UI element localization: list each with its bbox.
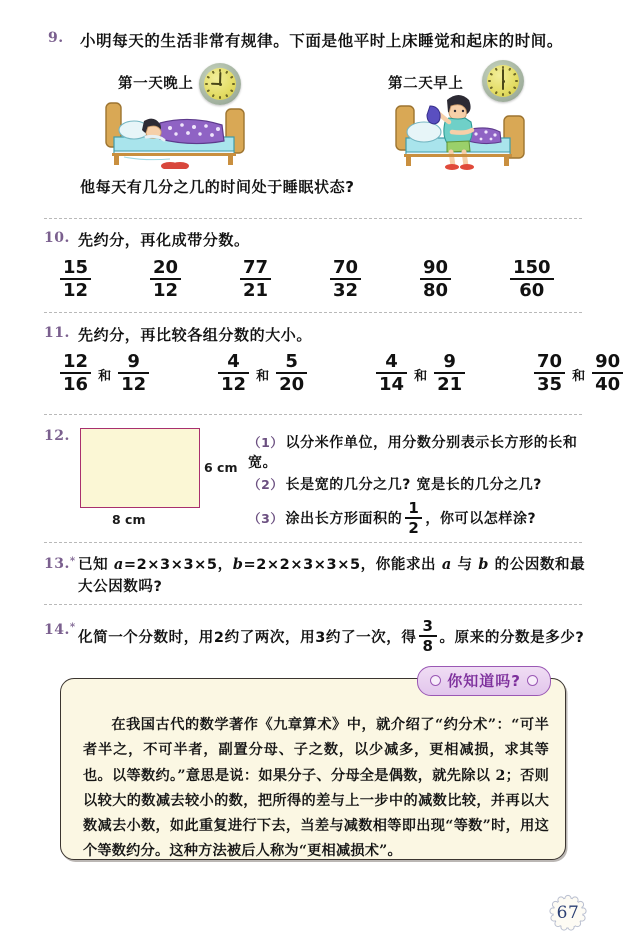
denominator: 32	[333, 280, 359, 302]
fraction-left	[376, 352, 407, 395]
conjunction-he: 和	[98, 368, 112, 384]
numerator: 9	[443, 351, 456, 372]
numerator: 12	[63, 351, 89, 372]
divider	[44, 604, 582, 605]
divider	[44, 414, 582, 415]
numerator: 5	[285, 351, 298, 372]
problem-11-prompt: 先约分，再比较各组分数的大小。	[78, 326, 313, 344]
denominator: 16	[63, 374, 89, 396]
denominator: 8	[422, 637, 434, 656]
fraction-pair	[376, 352, 534, 395]
denominator: 60	[519, 280, 545, 302]
numerator: 1	[408, 499, 420, 517]
subitem-text-before: 涂出长方形面积的	[285, 511, 403, 528]
p13-seg-2: =2×3×3×5，	[123, 557, 233, 573]
fraction	[60, 258, 91, 301]
page-number-badge	[546, 893, 590, 933]
var-a-2: a	[441, 556, 452, 573]
denominator: 80	[423, 280, 449, 302]
fraction-right	[434, 352, 465, 395]
fraction-pair	[60, 352, 218, 395]
fraction-item	[420, 258, 510, 301]
numerator: 77	[243, 257, 269, 278]
circle-icon-left	[430, 675, 441, 686]
problem-11-pair-list	[60, 352, 626, 395]
p13-seg-4: =2×2×3×3×5，你能求出	[243, 557, 442, 573]
star-marker: *	[69, 622, 76, 633]
problem-12-subitem-1	[248, 434, 598, 474]
var-b: b	[232, 556, 244, 573]
fraction	[510, 258, 554, 301]
fraction-item	[60, 258, 150, 301]
clock-face	[204, 68, 236, 100]
p13-seg-8: 的公因数和最大公因数吗?	[78, 557, 586, 596]
label-first-night: 第一天晚上	[118, 76, 194, 92]
did-you-know-body: 在我国古代的数学著作《九章算术》中，就介绍了“约分术”：“可半者半之，不可半者，副置分母、子之数，以少减多，更相减损，求其等也。以等数约。”意思是说：如果分子、分母全是偶数，就先除以 2；否则以较大的数减去较小的数，把所得的差与上一步中的减数比较，并再以大数减去小数，如此重复进行下去，当差与减数相等即出现“等数”时，用这个等数约分。这种方法被后人称为“更相减损术”。	[83, 717, 549, 860]
clock-center-pin	[219, 83, 222, 86]
denominator: 40	[595, 374, 621, 396]
divider	[44, 542, 582, 543]
p14-text-before: 化简一个分数时，用2约了两次，用3约了一次，得	[78, 629, 417, 646]
conjunction-he: 和	[572, 368, 586, 384]
problem-10-fraction-list	[60, 258, 600, 301]
denominator: 20	[279, 374, 305, 396]
numerator: 20	[153, 257, 179, 278]
clock-center-pin	[502, 80, 505, 83]
fraction-left	[60, 352, 91, 395]
badge-label: 你知道吗?	[447, 672, 521, 690]
problem-13-number	[44, 556, 76, 572]
rectangle-height-label: 6 cm	[204, 460, 238, 475]
fraction	[150, 258, 181, 301]
denominator: 35	[537, 374, 563, 396]
fraction-item	[150, 258, 240, 301]
numerator: 3	[422, 617, 434, 635]
label-second-morning: 第二天早上	[388, 76, 464, 92]
problem-13-text	[78, 554, 598, 599]
var-a: a	[113, 556, 124, 573]
problem-14-number	[44, 622, 76, 638]
rectangle-width-label: 8 cm	[112, 512, 146, 527]
denominator: 14	[379, 374, 405, 396]
fraction	[420, 258, 451, 301]
problem-13-num-text: 13.	[44, 556, 70, 572]
page-number: 67	[556, 903, 580, 923]
problem-9-question: 他每天有几分之几的时间处于睡眠状态?	[80, 178, 355, 196]
numerator: 4	[227, 351, 240, 372]
problem-12-subitem-3	[248, 500, 608, 536]
fraction-pair	[218, 352, 376, 395]
subitem-marker: （1）	[248, 435, 284, 450]
denominator: 2	[408, 519, 420, 538]
subitem-text-after: ，你可以怎样涂?	[425, 511, 537, 528]
fraction-right	[592, 352, 623, 395]
subitem-marker: （3）	[248, 511, 284, 527]
problem-10-prompt: 先约分，再化成带分数。	[78, 231, 250, 249]
divider	[44, 312, 582, 313]
fraction-one-half	[405, 500, 422, 536]
denominator: 12	[121, 374, 147, 396]
numerator: 4	[385, 351, 398, 372]
illustration-sleeping-child	[100, 97, 252, 169]
problem-10-number: 10.	[44, 230, 70, 246]
illustration-child-getting-up	[392, 84, 542, 170]
numerator: 70	[333, 257, 359, 278]
conjunction-he: 和	[256, 368, 270, 384]
rectangle-diagram	[80, 428, 200, 508]
fraction	[240, 258, 271, 301]
denominator: 12	[153, 280, 179, 302]
circle-icon-right	[527, 675, 538, 686]
fraction	[330, 258, 361, 301]
numerator: 90	[423, 257, 449, 278]
p13-seg-6: 与	[451, 557, 479, 573]
fraction-left	[534, 352, 565, 395]
fraction-item	[510, 258, 600, 301]
fraction-three-eighths	[419, 618, 436, 654]
conjunction-he: 和	[414, 368, 428, 384]
numerator: 150	[513, 257, 551, 278]
denominator: 12	[63, 280, 89, 302]
numerator: 15	[63, 257, 89, 278]
problem-12-subitem-2	[248, 474, 608, 494]
p13-seg-0: 已知	[78, 557, 114, 573]
fraction-pair	[534, 352, 626, 395]
numerator: 90	[595, 351, 621, 372]
problem-14-text	[78, 618, 608, 654]
did-you-know-badge	[417, 666, 551, 696]
problem-11-number: 11.	[44, 325, 70, 341]
fraction-item	[330, 258, 420, 301]
fraction-right	[118, 352, 149, 395]
fraction-left	[218, 352, 249, 395]
did-you-know-box	[60, 672, 566, 860]
problem-9-number: 9.	[48, 30, 64, 46]
denominator: 21	[243, 280, 269, 302]
star-marker: *	[69, 556, 76, 567]
subitem-text: 以分米作单位，用分数分别表示长方形的长和宽。	[248, 435, 578, 471]
p14-text-after: 。原来的分数是多少?	[439, 629, 585, 646]
divider	[44, 218, 582, 219]
denominator: 21	[437, 374, 463, 396]
denominator: 12	[221, 374, 247, 396]
problem-12-number: 12.	[44, 428, 70, 444]
var-b-2: b	[478, 556, 489, 573]
numerator: 70	[537, 351, 563, 372]
numerator: 9	[127, 351, 140, 372]
subitem-marker: （2）	[248, 477, 284, 492]
subitem-text: 长是宽的几分之几? 宽是长的几分之几?	[285, 477, 543, 493]
fraction-item	[240, 258, 330, 301]
fraction-right	[276, 352, 307, 395]
problem-9-prompt: 小明每天的生活非常有规律。下面是他平时上床睡觉和起床的时间。	[80, 32, 564, 50]
problem-14-num-text: 14.	[44, 622, 70, 638]
